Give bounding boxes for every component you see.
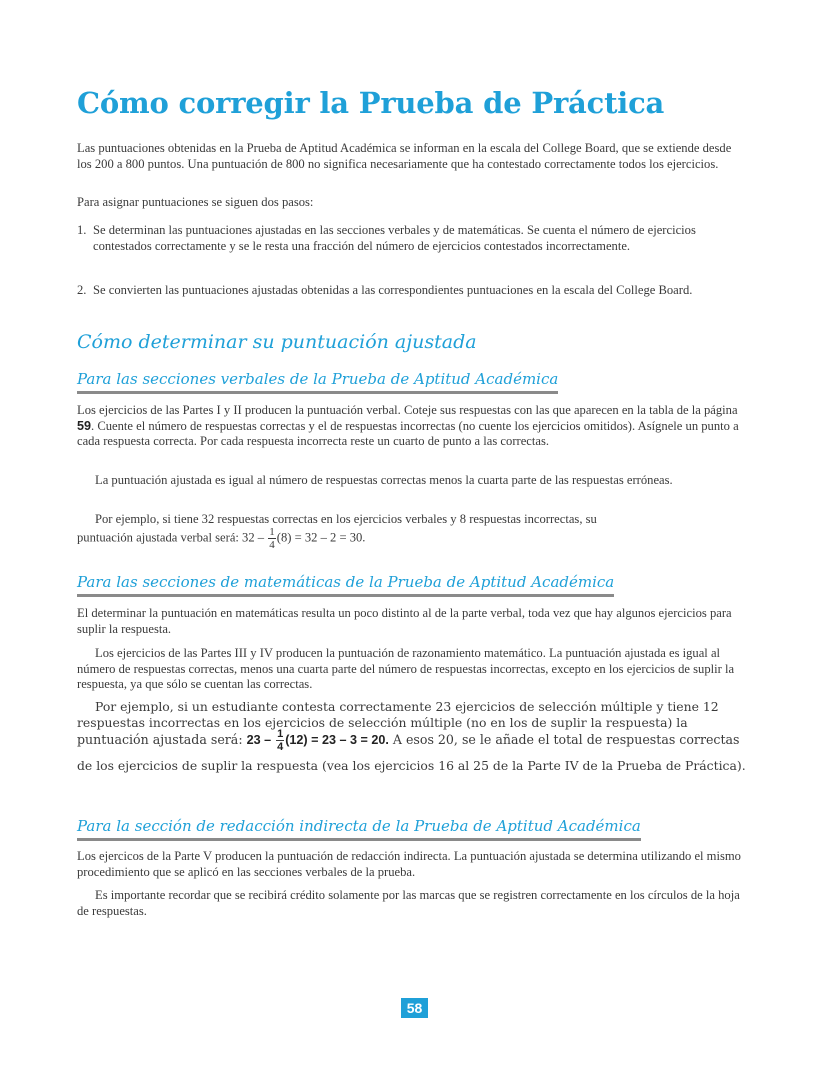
math-paragraph-2: Los ejercicios de las Partes III y IV producen la puntuación de razonamiento matemático. La puntuación ajustada es igual al número de respuestas correctas, menos una cuarta parte del número de respuestas incorrectas, excepto en los ejercicios de suplir la respuesta, ya que sólo se cuentan las correctas. [77,646,735,692]
math-paragraph-1: El determinar la puntuación en matemáticas resulta un poco distinto al de la parte verbal, toda vez que hay algunos ejercicios para suplir la respuesta. [77,606,732,636]
verbal-paragraph-3: Por ejemplo, si tiene 32 respuestas correctas en los ejercicios verbales y 8 respuestas incorrectas, su [95,512,597,526]
verbal-text-a: Los ejercicios de las Partes I y II producen la puntuación verbal. Coteje sus respuestas con las que aparecen en la tabla de la página [77,403,738,417]
step-number: 1. [77,223,87,237]
step-text: Se convierten las puntuaciones ajustadas obtenidas a las correspondientes puntuaciones en la escala del College Board. [93,283,693,297]
verbal-paragraph-1 [77,403,741,450]
step-item-1 [77,223,741,254]
verbal-paragraph-2: La puntuación ajustada es igual al número de respuestas correctas menos la cuarta parte de las respuestas erróneas. [95,473,673,487]
writing-paragraph-2: Es importante recordar que se recibirá crédito solamente por las marcas que se registren correctamente en los círculos de la hoja de respuestas. [77,888,740,918]
step-text: Se determinan las puntuaciones ajustadas en las secciones verbales y de matemáticas. Se cuenta el número de ejercicios contestados correctamente y se le resta una fracción del número de ejercicios contestados incorrectamente. [93,223,696,253]
verbal-formula-lead: puntuación ajustada verbal será: 32 – [77,530,265,545]
fraction-numerator: 1 [277,728,284,740]
verbal-formula-line [77,526,757,551]
verbal-heading: Para las secciones verbales de la Prueba de Aptitud Académica [77,370,558,394]
math-equation-end: (12) = 23 – 3 = 20. [285,733,389,747]
math-formula-line [77,728,757,753]
writing-paragraph-1: Los ejercicos de la Parte V producen la puntuación de redacción indirecta. La puntuación ajustada se determina utilizando el mismo procedimiento que se aplicó en las secciones verbales de la prueba. [77,849,741,879]
fraction-one-quarter [268,526,276,551]
fraction-denominator: 4 [269,539,275,551]
writing-heading: Para la sección de redacción indirecta de la Prueba de Aptitud Académica [77,817,641,841]
intro-paragraph-2: Para asignar puntuaciones se siguen dos pasos: [77,195,314,209]
math-heading: Para las secciones de matemáticas de la Prueba de Aptitud Académica [77,573,614,597]
fraction-one-quarter [276,728,284,753]
page-number-badge: 58 [401,998,428,1018]
verbal-text-b: . Cuente el número de respuestas correctas y el de respuestas incorrectas (no cuente los ejercicios omitidos). Asígnele un punto a cada respuesta correcta. Por cada respuesta incorrecta reste un cuarto de punto a las correctas. [77,418,739,449]
math-formula-lead: puntuación ajustada será: [77,732,247,747]
math-equation-start: 23 – [246,733,272,747]
page-title: Cómo corregir la Prueba de Práctica [77,86,665,120]
math-paragraph-3: Por ejemplo, si un estudiante contesta correctamente 23 ejercicios de selección múltiple y tiene 12 respuestas incorrectas en los ejercicios de selección múltiple (no en los de suplir la respuesta) la [77,699,719,730]
section-heading: Cómo determinar su puntuación ajustada [77,331,477,353]
step-item-2 [77,283,741,299]
page-reference: 59 [77,418,92,433]
math-paragraph-3-end: de los ejercicios de suplir la respuesta (vea los ejercicios 16 al 25 de la Parte IV de la Prueba de Práctica). [77,758,746,773]
fraction-denominator: 4 [277,741,284,753]
math-formula-tail: A esos 20, se le añade el total de respuestas correctas [388,732,740,747]
verbal-formula-tail: (8) = 32 – 2 = 30. [276,530,366,545]
intro-paragraph-1: Las puntuaciones obtenidas en la Prueba de Aptitud Académica se informan en la escala del College Board, que se extiende desde los 200 a 800 puntos. Una puntuación de 800 no significa necesariamente que ha contestado correctamente todos los ejercicios. [77,141,732,171]
fraction-numerator: 1 [269,526,275,538]
step-number: 2. [77,283,87,297]
